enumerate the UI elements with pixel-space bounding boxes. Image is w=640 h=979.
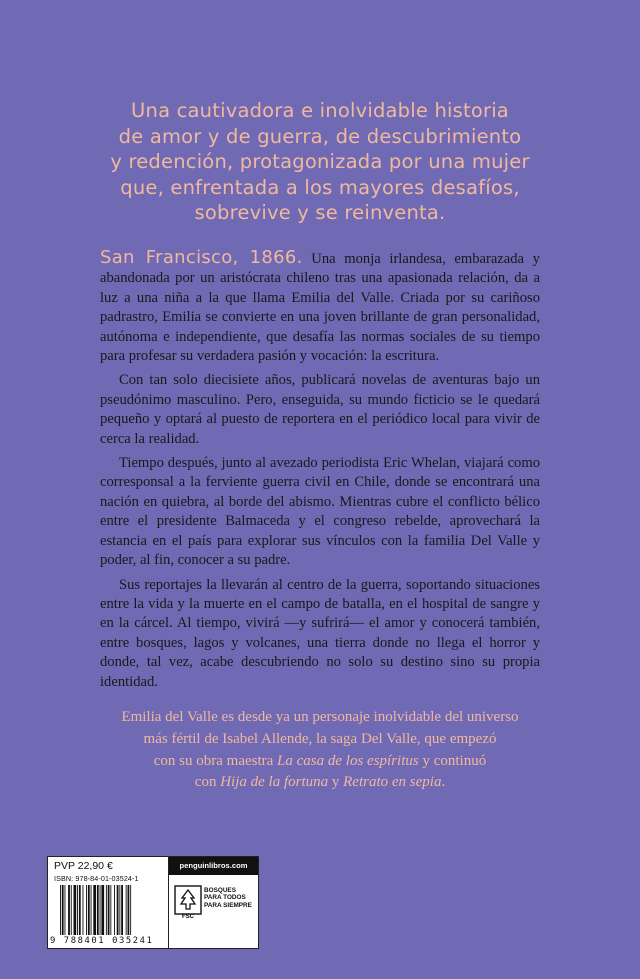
closing-text: con	[194, 774, 221, 791]
synopsis-paragraph-2: Con tan solo diecisiete años, publicará novelas de aventuras bajo un pseudónimo masculino. Pero, enseguida, su mundo ficticio se le quedará pequeño y optará al puesto de reportera en el periódico local para vivir de cerca la realidad.	[100, 372, 540, 447]
paragraph-text: Una monja irlandesa, embarazada y abandonada por un aristócrata chileno tras una apasionada relación, da a luz a una niña a la que llama Emilia del Valle. Criada por su cariñoso padrastro, Emilia se convierte en una joven brillante de gran personalidad, autónoma e independiente, que desafía las normas sociales de su tiempo para profesar su verdadera pasión y vocación: la escritura.	[100, 251, 540, 365]
price-value: 22,90 €	[77, 860, 113, 872]
tagline	[60, 98, 580, 226]
isbn: ISBN: 978-84-01-03524-1	[54, 874, 139, 883]
closing-text: y continuó	[418, 752, 487, 769]
tagline-line: que, enfrentada a los mayores desafíos,	[120, 175, 520, 199]
synopsis-paragraph-1	[100, 248, 540, 366]
price-label: PVP	[54, 860, 75, 872]
tagline-line: de amor y de guerra, de descubrimiento	[118, 124, 522, 148]
closing-text: con su obra maestra	[153, 752, 278, 769]
closing-blurb	[60, 707, 580, 794]
tagline-line: sobrevive y se reinventa.	[194, 201, 446, 225]
fsc-label: FSC	[182, 914, 194, 920]
bosques-line: PARA TODOS	[204, 894, 246, 902]
closing-text: .	[441, 774, 446, 791]
publisher-panel	[168, 856, 259, 949]
synopsis-paragraph-3: Tiempo después, junto al avezado periodista Eric Whelan, viajará como corresponsal a la ferviente guerra civil en Chile, donde se encontrará una nación en quiebra, al borde del abismo. Mientras cubre el conflicto bélico entre el presidente Balmaceda y el congreso rebelde, aprovechará la estancia en el país para explorar sus vínculos con la familia Del Valle y poder, al fin, conocer a su padre.	[100, 455, 540, 569]
barcode-panel	[47, 856, 169, 949]
book-title: La casa de los espíritus	[277, 752, 419, 769]
tagline-line: y redención, protagonizada por una mujer	[110, 150, 530, 174]
closing-line: más fértil de Isabel Allende, la saga Del Valle, que empezó	[143, 730, 497, 747]
price	[54, 860, 113, 872]
bosques-line: PARA SIEMPRE	[204, 901, 252, 909]
synopsis-paragraph-4: Sus reportajes la llevarán al centro de la guerra, soportando situaciones entre la vida y la muerte en el campo de batalla, en el hospital de sangre y en la cárcel. Al tiempo, vivirá —y sufrirá— el amor y conocerá también, entre bosques, lagos y volcanes, una tierra donde no llega el horror y donde, tal vez, acabe descubriendo no solo su destino sino su propia identidad.	[100, 576, 540, 690]
publisher-website: penguinlibros.com	[169, 857, 258, 875]
closing-line: Emilia del Valle es desde ya un personaje inolvidable del universo	[121, 709, 519, 725]
bosques-line: BOSQUES	[204, 887, 236, 894]
closing-text: y	[328, 774, 344, 791]
lead-place-date: San Francisco, 1866.	[100, 247, 303, 268]
book-title: Retrato en sepia	[343, 774, 442, 791]
fsc-tree-icon	[174, 885, 202, 915]
bosques-logo	[204, 887, 252, 909]
tagline-line: Una cautivadora e inolvidable historia	[131, 99, 509, 122]
book-title: Hija de la fortuna	[220, 774, 329, 791]
synopsis	[100, 248, 540, 697]
barcode-icon	[60, 885, 158, 935]
closing-line	[60, 751, 580, 773]
barcode-number: 9 788401 035241	[50, 936, 154, 946]
closing-line	[60, 772, 580, 794]
